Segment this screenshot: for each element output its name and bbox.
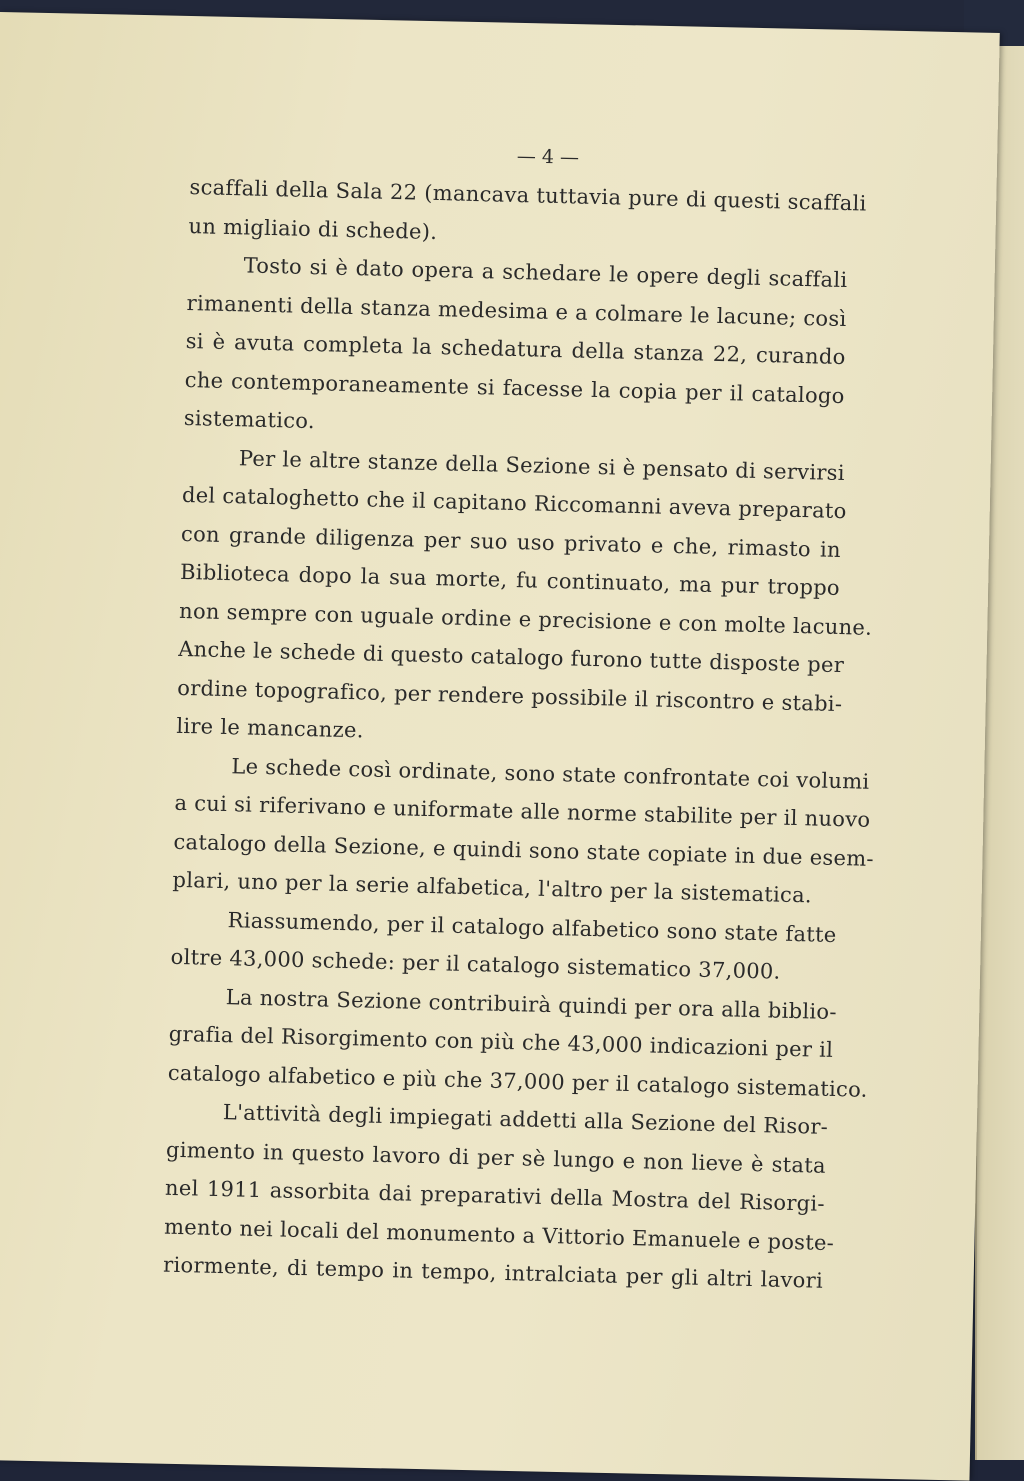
text-line: ordine topografico, per rendere possibile il riscontro e stabi- <box>177 675 843 716</box>
text-line: scaffali della Sala 22 (mancava tuttavia pure di questi scaffali <box>189 174 867 216</box>
text-line: catalogo della Sezione, e quindi sono state copiate in due esem- <box>173 829 875 871</box>
text-line: Anche le schede di questo catalogo furono tutte disposte per <box>177 636 845 678</box>
text-line: grafia del Risorgimento con più che 43,000 indicazioni per il <box>168 1021 834 1062</box>
text-line: non sempre con uguale ordine e precisione e con molte lacune. <box>178 598 873 640</box>
text-line: con grande diligenza per suo uso privato e che, rimasto in <box>180 521 842 562</box>
text-line: riormente, di tempo in tempo, intralciata per gli altri lavori <box>162 1252 824 1293</box>
text-line: Tosto si è dato opera a schedare le opere degli scaffali <box>243 253 848 293</box>
text-line: un migliaio di schede). <box>188 213 438 244</box>
text-line: La nostra Sezione contribuirà quindi per ora alla biblio- <box>225 984 838 1024</box>
text-line: catalogo alfabetico e più che 37,000 per il catalogo sistematico. <box>167 1060 868 1102</box>
text-line: Riassumendo, per il catalogo alfabetico sono state fatte <box>227 907 837 947</box>
text-line: nel 1911 assorbita dai preparativi della Mostra del Risorgi- <box>164 1175 826 1216</box>
text-line: L'attività degli impiegati addetti alla Sezione del Risor- <box>222 1100 829 1139</box>
text-line: sistematico. <box>183 405 316 434</box>
body-text <box>162 168 875 1301</box>
page-number: — 4 — <box>516 145 580 169</box>
text-line: Le schede così ordinate, sono state confrontate coi volumi <box>231 753 870 794</box>
text-line: Biblioteca dopo la sua morte, fu continuato, ma pur troppo <box>179 559 841 601</box>
text-line: che contemporaneamente si facesse la copia per il catalogo <box>184 367 845 408</box>
text-line: si è avuta completa la schedatura della stanza 22, curando <box>185 328 846 370</box>
text-line: mento nei locali del monumento a Vittorio Emanuele e poste- <box>163 1214 835 1255</box>
text-line: oltre 43,000 schede: per il catalogo sistematico 37,000. <box>170 944 781 984</box>
text-line: rimanenti della stanza medesima e a colmare le lacune; così <box>186 290 847 331</box>
text-line: plari, uno per la serie alfabetica, l'altro per la sistematica. <box>172 867 813 908</box>
text-line: Per le altre stanze della Sezione si è pensato di servirsi <box>238 445 846 485</box>
text-line: gimento in questo lavoro di per sè lungo e non lieve è stata <box>165 1137 827 1178</box>
text-line: del cataloghetto che il capitano Riccomanni aveva preparato <box>181 482 847 524</box>
text-line: a cui si riferivano e uniformate alle norme stabilite per il nuovo <box>174 790 871 832</box>
text-line: lire le mancanze. <box>176 713 365 743</box>
